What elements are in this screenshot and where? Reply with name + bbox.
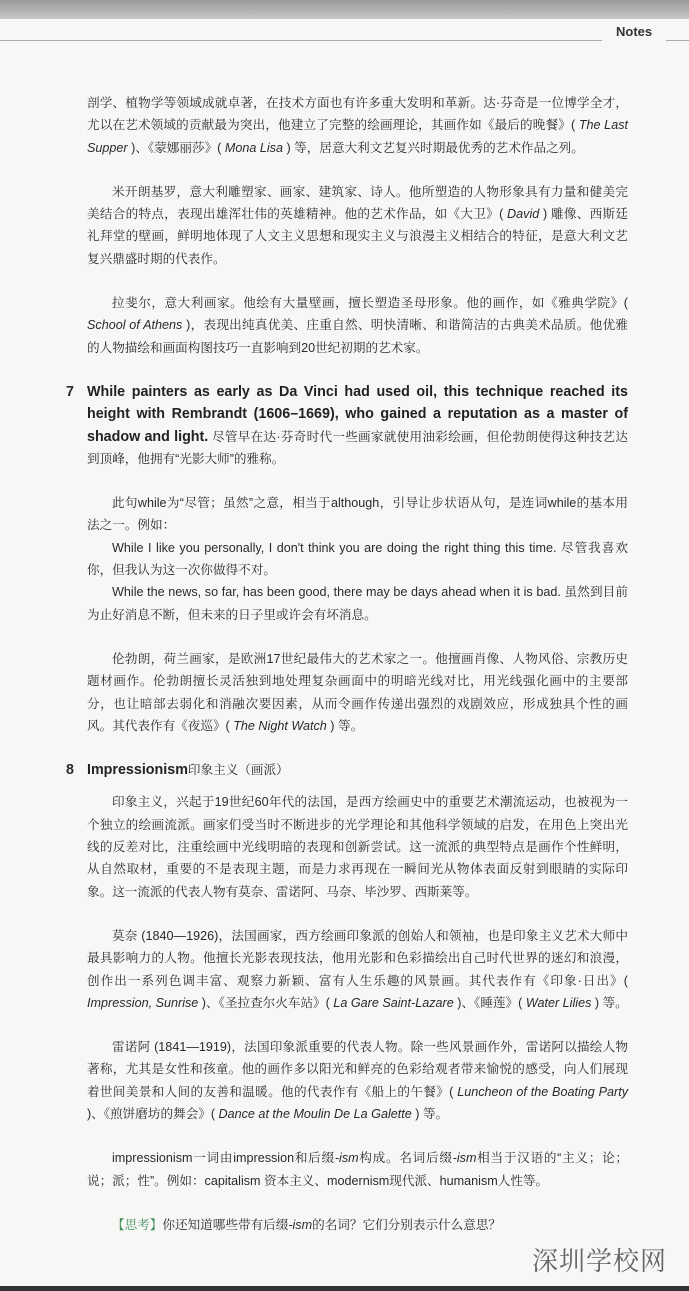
text-run: )、《圣拉查尔火车站》( [198,995,334,1010]
text-run: impressionism一词由impression和后缀 [112,1151,335,1166]
scan-top-band [0,0,689,19]
example-sentence-1 [87,537,628,582]
think-label: 【思考】 [112,1217,163,1232]
text-run: )，表现出纯真优美、庄重自然、明快清晰、和谐简洁的古典美术品质。他优雅的人物描绘和画面构图技巧一直影响到20世纪初期的艺术家。 [87,318,628,355]
note-number: 7 [66,383,74,400]
text-run: )、《蒙娜丽莎》( [127,140,225,155]
text-run: ) 等。 [326,718,364,733]
text-run: )、《煎饼磨坊的舞会》( [87,1106,219,1121]
paragraph-ism-suffix [87,1147,628,1192]
italic-title: Water Lilies [525,995,592,1010]
italic-title: The Last Supper [87,118,628,155]
watermark: 深圳学校网 [531,1247,667,1278]
think-text-end: 的名词？它们分别表示什么意思？ [312,1217,501,1232]
text-run: ) 雕像、西斯廷礼拜堂的壁画，鲜明地体现了人文主义思想和现实主义与浪漫主义相结合的特征，是意大利文艺复兴鼎盛时期的代表作。 [87,207,628,266]
text-run: ) 等，居意大利文艺复兴时期最优秀的艺术作品之列。 [282,140,584,155]
text-run: 相当于汉语的“主义；论；说；派；性”。例如：capitalism 资本主义、modernism现代派、humanism人性等。 [87,1151,628,1188]
text-run: 构成。名词后缀 [358,1151,453,1166]
text-run: ) 等。 [411,1106,449,1121]
section-label: Notes [616,24,653,39]
page-footer [0,1242,689,1286]
italic-title: Luncheon of the Boating Party [457,1084,628,1099]
text-run: 剖学、植物学等领域成就卓著，在技术方面也有许多重大发明和革新。达·芬奇是一位博学全才，尤以在艺术领域的贡献最为突出，他建立了完整的绘画理论，其画作如《最后的晚餐》( [87,96,628,133]
italic-title: Dance at the Moulin De La Galette [218,1106,412,1121]
italic-title: -ism [334,1151,359,1166]
text-run: 米开朗基罗，意大利雕塑家、画家、建筑家、诗人。他所塑造的人物形象具有力量和健美完美结合的特点，表现出雄浑壮伟的英雄精神。他的艺术作品，如《大卫》( [87,184,628,222]
header-rule-right [666,40,689,41]
page-content [0,59,689,1236]
italic-title: The Night Watch [233,718,327,733]
text-run: 此句while为“尽管；虽然”之意，相当于although，引导让步状语从句，是连词while的基本用法之一。例如： [87,496,628,533]
italic-title: Impression, Sunrise [87,995,199,1010]
text-run: While I like you personally, I don't think you are doing the right thing this time. 尽管我喜欢你，但我认为这一次你做得不对。 [87,540,628,578]
note-8-heading [66,759,628,781]
think-text: 你还知道哪些带有后缀 [162,1217,289,1232]
text-run: 拉斐尔，意大利画家。他绘有大量壁画，擅长塑造圣母形象。他的画作，如《雅典学院》( [112,296,628,311]
italic-title: Mona Lisa [224,140,283,155]
note-term-translation: 印象主义（画派） [187,763,289,778]
note-7-heading [66,381,628,470]
scan-bottom-band [0,1286,689,1291]
paragraph-rembrandt [87,648,628,737]
note-term: Impressionism [87,762,188,779]
text-run: 伦勃朗，荷兰画家，是欧洲17世纪最伟大的艺术家之一。他擅画肖像、人物风俗、宗教历史题材画作。伦勃朗擅长灵活独到地处理复杂画面中的明暗光线对比，用光线强化画中的主要部分，也让暗部去弱化和消融次要因素，从而令画作传递出强烈的戏剧效应，形成独具个性的画风。其代表作有《夜巡》( [87,651,628,733]
text-run: 莫奈 (1840—1926)，法国画家，西方绘画印象派的创始人和领袖，也是印象主义艺术大师中最具影响力的人物。他擅长光影表现技法，他用光影和色彩描绘出自己时代世界的迷幻和浪漫，创作出一系列色调丰富、观察力新颖、富有人生乐趣的风景画。其代表作有《印象·日出》( [87,928,628,988]
paragraph-while-usage [87,492,628,537]
header-rule [0,40,602,41]
text-run: ) 等。 [591,995,628,1010]
italic-title: La Gare Saint-Lazare [333,995,454,1010]
paragraph-raphael [87,292,628,359]
example-sentence-2 [87,581,628,626]
text-run: 雷诺阿 (1841—1919)，法国印象派重要的代表人物。除一些风景画作外，雷诺阿以描绘人物著称，尤其是女性和孩童。他的画作多以阳光和鲜亮的色彩给观者带来愉悦的感受，向人们展现着世间美景和人间的友善和温暖。他的代表作有《船上的午餐》( [87,1040,628,1099]
think-question [87,1214,628,1236]
text-run: While the news, so far, has been good, there may be days ahead when it is bad. 虽然到目前为止好消息不断，但未来的日子里或许会有坏消息。 [87,585,628,622]
paragraph-monet [87,925,628,1014]
text-run: )、《睡莲》( [453,995,526,1010]
italic-title: School of Athens [87,318,183,333]
note-number: 8 [66,762,74,779]
think-suffix: -ism [288,1217,313,1232]
text-run: 印象主义，兴起于19世纪60年代的法国，是西方绘画史中的重要艺术潮流运动，也被视为一个独立的绘画流派。画家们受当时不断进步的光学理论和其他科学领域的启发，在用色上突出光线的反差对比，注重绘画中光线明暗的表现和创新尝试。这一流派的典型特点是画作个性鲜明，从自然取材，重要的不是表现主题，而是力求再现在一瞬间光从物体表面反射到眼睛的实际印象。这一流派的代表人物有莫奈、雷诺阿、马奈、毕沙罗、西斯莱等。 [87,795,628,899]
page-header [0,19,689,59]
paragraph-michelangelo [87,181,628,270]
paragraph-renoir [87,1036,628,1125]
italic-title: David [507,207,540,222]
note-english-sentence: While painters as early as Da Vinci had used oil, this technique reached its height with Rembrandt (1606–1669), who gained a reputation as a master of shadow and light. [87,383,628,445]
paragraph-impressionism [87,791,628,902]
paragraph-da-vinci [87,92,628,159]
note-translation: 尽管早在达·芬奇时代一些画家就使用油彩绘画，但伦勃朗使得这种技艺达到顶峰，他拥有“光影大师”的雅称。 [87,429,628,466]
italic-title: -ism [452,1151,477,1166]
